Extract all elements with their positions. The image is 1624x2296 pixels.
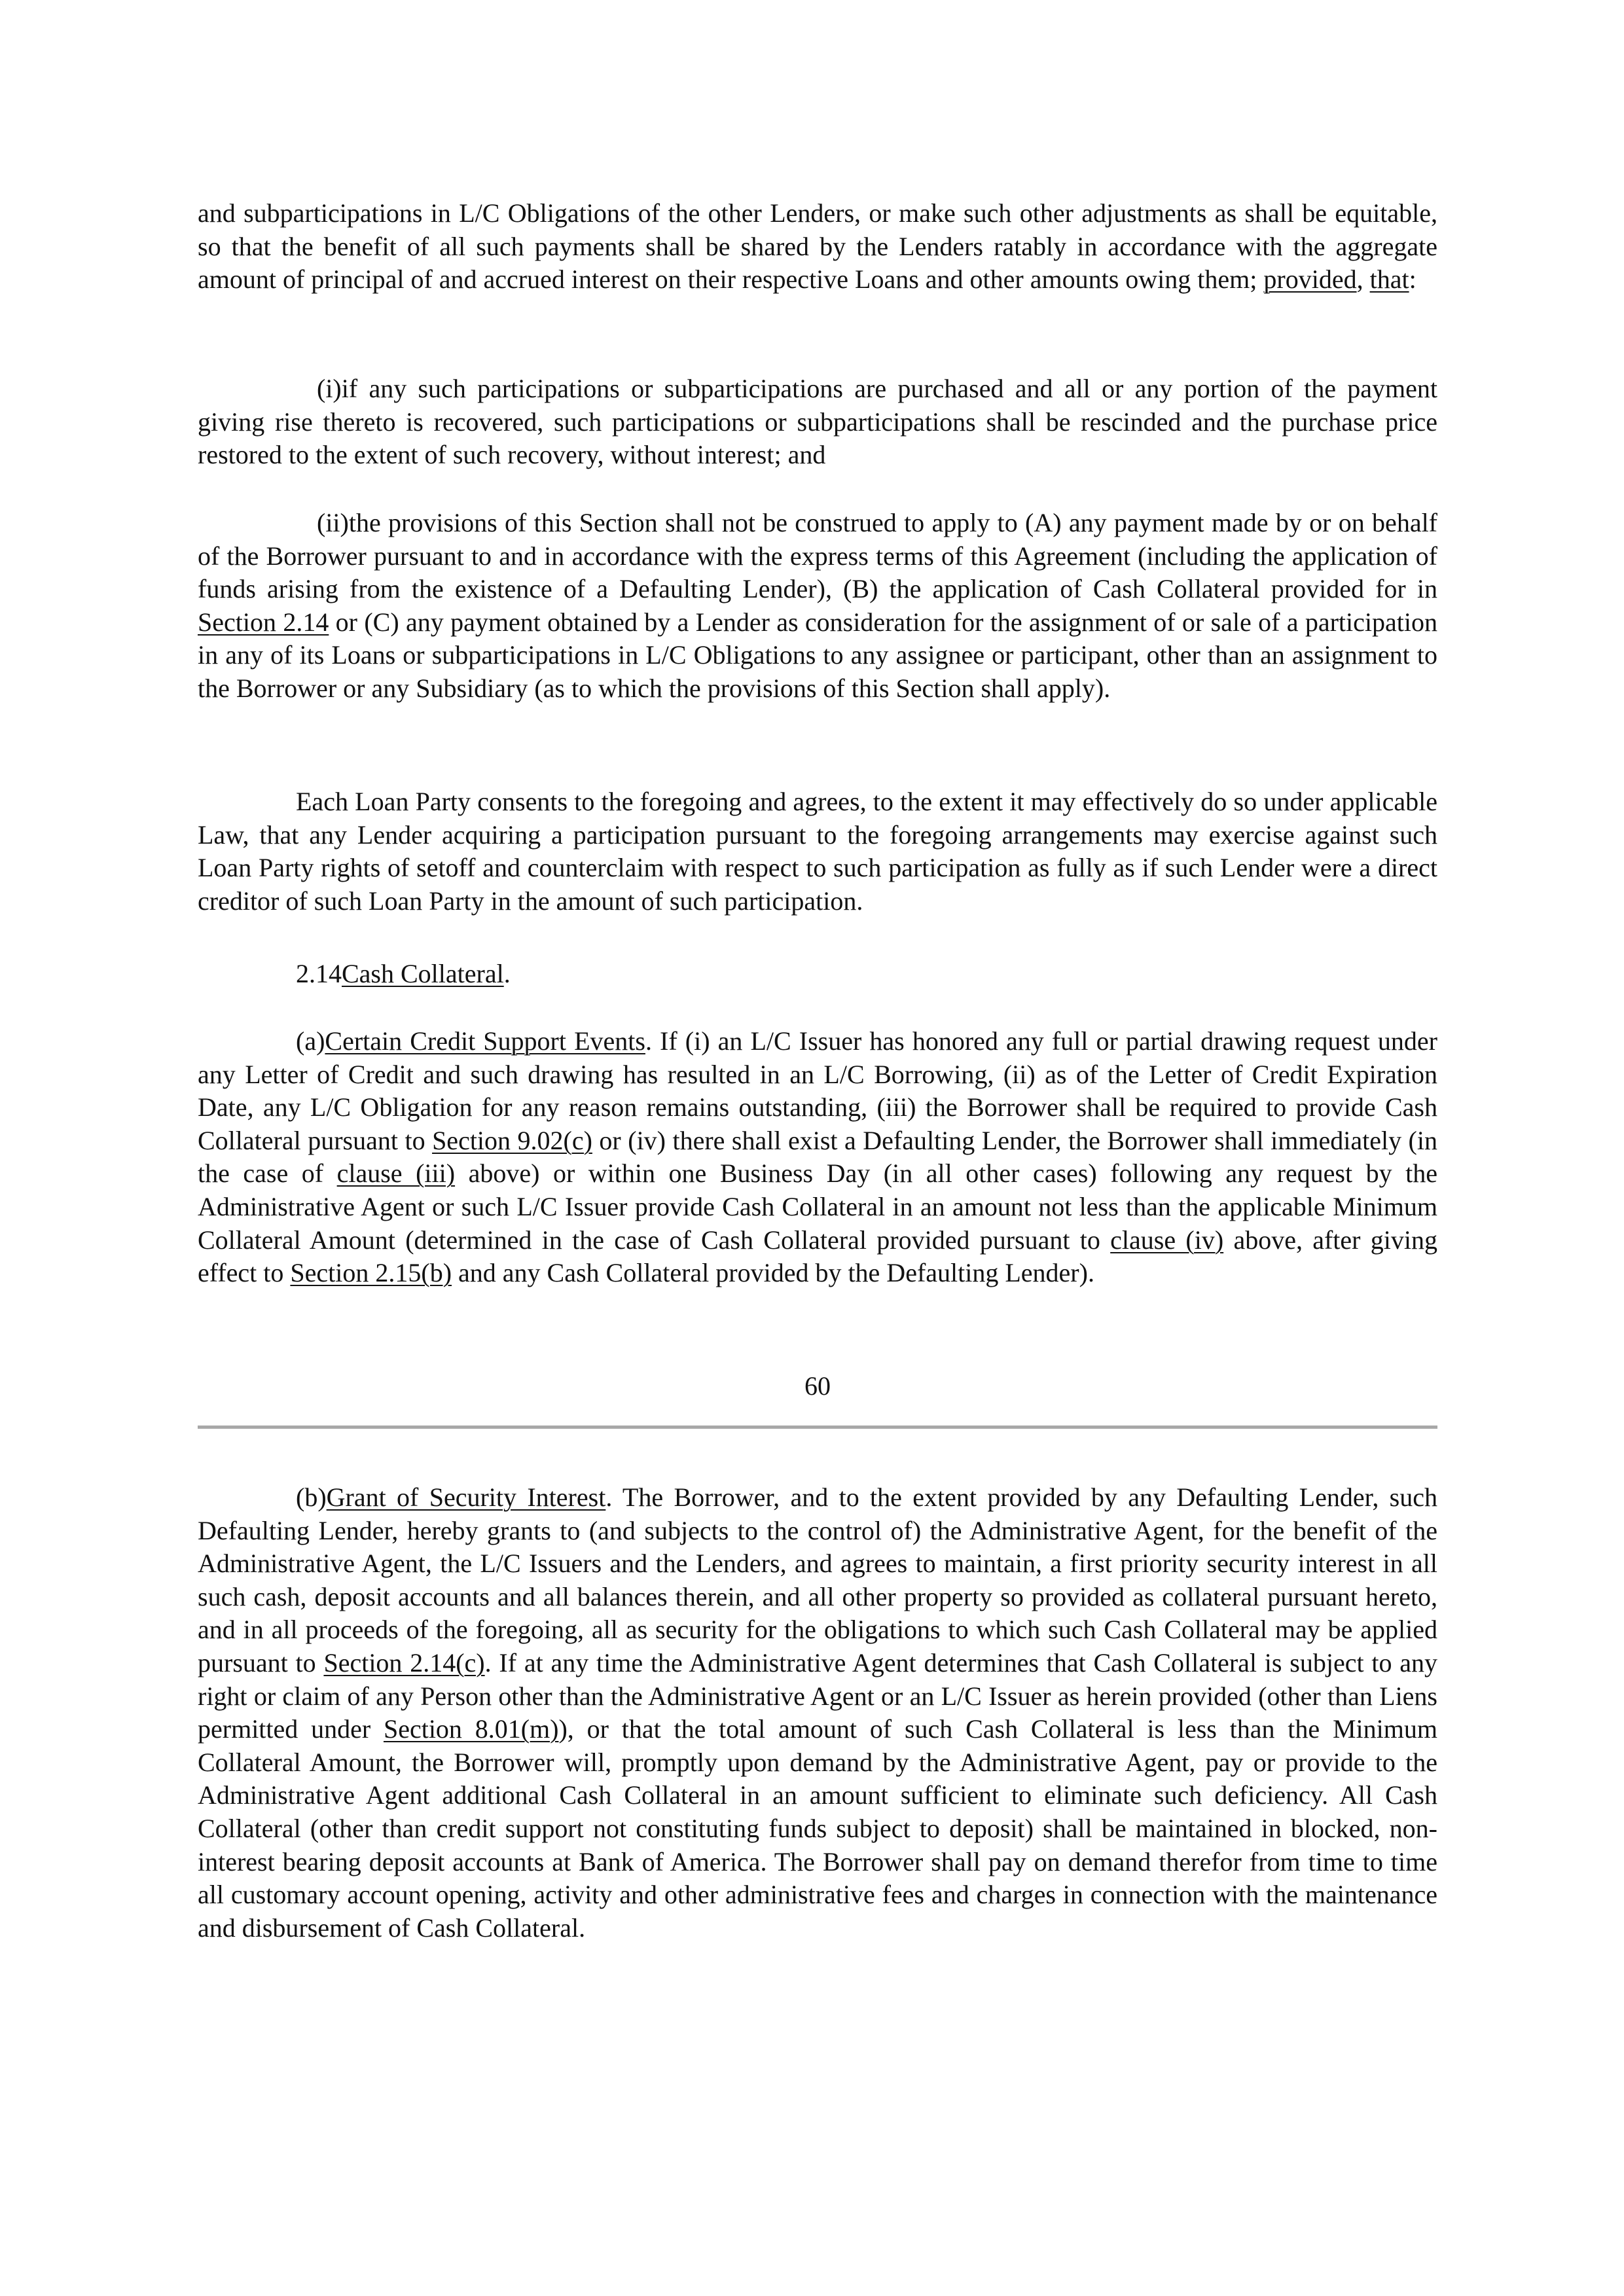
paragraph-sharing-adjustments [198,197,1437,296]
section-number: 2.14 [296,959,342,988]
section-heading-2-14 [198,958,1437,991]
section-title: Cash Collateral [342,959,504,988]
paragraph-text: and subparticipations in L/C Obligations of the other Lenders, or make such other adjustments as shall be equitable, so that the benefit of all such payments shall be shared by the Lenders ratably in accordance with the aggregate amount of principal of and accrued interest on their respective Loans and other amounts owing them; [198,198,1437,295]
subsection-a-text-4: above, after giving effect to [198,1225,1438,1288]
cross-reference-section-2-14[interactable]: Section 2.14 [198,607,329,637]
heading-period: . [503,959,511,988]
consent-text: Each Loan Party consents to the foregoing and agrees, to the extent it may effectively do so under applicable Law, that any Lender acquiring a participation pursuant to the foregoing arrangements may exercise against such Loan Party rights of setoff and counterclaim with respect to such participation as fully as if such Lender were a direct creditor of such Loan Party in the amount of such participation. [198,787,1437,916]
cross-reference-section-2-14c[interactable]: Section 2.14(c) [323,1647,485,1677]
cross-reference-section-9-02c[interactable]: Section 9.02(c) [432,1125,592,1155]
subsection-a-title: Certain Credit Support Events [325,1026,645,1056]
subsection-a-text-3: above) or within one Business Day (in all other cases) following any request by the Administrative Agent or such L/C Issuer provide Cash Collateral in an amount not less than the applicable Minimum Collateral Amount (determined in the case of Cash Collateral provided pursuant to [198,1158,1438,1255]
separator-text: , [1356,264,1370,295]
defined-term-that: that [1369,264,1409,295]
page-number: 60 [804,1371,831,1401]
clause-ii-text-part2: or (C) any payment obtained by a Lender as consideration for the assignment of or sale of a participation in any of its Loans or subparticipations in L/C Obligations to any assignee or participant, other than an assignment to the Borrower or any Subsidiary (as to which the provisions of this Section shall apply). [198,607,1437,703]
clause-i-text: (i)if any such participations or subparticipations are purchased and all or any portion of the payment giving rise thereto is recovered, such participations or subparticipations shall be rescinded and the purchase price restored to the extent of such recovery, without interest; and [198,374,1437,470]
subsection-b-text-1: . The Borrower, and to the extent provided by any Defaulting Lender, such Defaulting Lender, hereby grants to (and subjects to the control of) the Administrative Agent, for the benefit of the Administrative Agent, the L/C Issuers and the Lenders, and agrees to maintain, a first priority security interest in all such cash, deposit accounts and all balances therein, and all other property so provided as collateral pursuant hereto, and in all proceeds of the foregoing, all as security for the obligations to which such Cash Collateral may be applied pursuant to [198,1482,1438,1677]
clause-i-paragraph [198,372,1437,472]
cross-reference-clause-iii[interactable]: clause (iii) [336,1158,456,1189]
cross-reference-section-8-01m[interactable]: Section 8.01(m) [383,1714,559,1744]
subsection-b-text-3: ), or that the total amount of such Cash Collateral is less than the Minimum Collateral Amount, the Borrower will, promptly upon demand by the Administrative Agent, pay or provide to the Administrative Agent additional Cash Collateral in an amount sufficient to eliminate such deficiency. All Cash Collateral (other than credit support not constituting funds subject to deposit) shall be maintained in blocked, non-interest bearing deposit accounts at Bank of America. The Borrower shall pay on demand therefor from time to time all customary account opening, activity and other administrative fees and charges in connection with the maintenance and disbursement of Cash Collateral. [198,1714,1437,1943]
clause-ii-text-part1: (ii)the provisions of this Section shall not be construed to apply to (A) any payment made by or on behalf of the Borrower pursuant to and in accordance with the express terms of this Agreement (including the application of funds arising from the existence of a Defaulting Lender), (B) the application of Cash Collateral provided for in [198,508,1437,604]
subsection-a-paragraph [198,1025,1437,1290]
subsection-a-prefix: (a) [296,1026,325,1056]
colon-text: : [1409,264,1416,295]
page-divider [198,1426,1437,1429]
cross-reference-clause-iv[interactable]: clause (iv) [1110,1225,1224,1255]
subsection-b-text-2: . If at any time the Administrative Agent determines that Cash Collateral is subject to any right or claim of any Person other than the Administrative Agent or an L/C Issuer as herein provided (other than Liens permitted under [198,1647,1438,1744]
subsection-b-prefix: (b) [296,1482,327,1512]
subsection-a-text-5: and any Cash Collateral provided by the Defaulting Lender). [452,1258,1094,1288]
subsection-b-paragraph [198,1481,1437,1945]
subsection-a-text-2: or (iv) there shall exist a Defaulting Lender, the Borrower shall immediately (in the case of [198,1125,1437,1189]
clause-ii-paragraph [198,507,1437,706]
consent-paragraph [198,785,1437,918]
defined-term-provided: provided [1263,264,1357,295]
cross-reference-section-2-15b[interactable]: Section 2.15(b) [290,1258,452,1288]
subsection-b-title: Grant of Security Interest [326,1482,606,1512]
subsection-a-text-1: . If (i) an L/C Issuer has honored any full or partial drawing request under any Letter of Credit and such drawing has resulted in an L/C Borrowing, (ii) as of the Letter of Credit Expiration Date, any L/C Obligation for any reason remains outstanding, (iii) the Borrower shall be required to provide Cash Collateral pursuant to [198,1026,1437,1155]
